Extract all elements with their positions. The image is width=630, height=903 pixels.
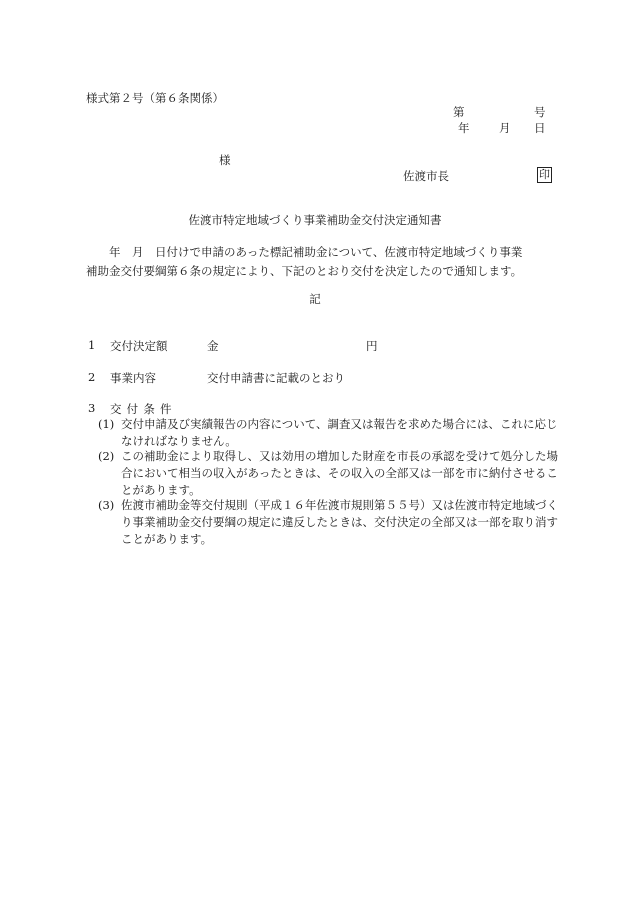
- condition-2: [98, 448, 558, 499]
- intro-line-2: 補助金交付要綱第６条の規定により、下記のとおり交付を決定したので通知します。: [86, 264, 523, 278]
- item-2-label: 事業内容: [110, 371, 156, 385]
- condition-1-number: (1): [98, 417, 115, 431]
- item-3-number: 3: [88, 401, 96, 415]
- condition-3-number: (3): [98, 498, 115, 512]
- intro-line-1: 年 月 日付けで申請のあった標記補助金について、佐渡市特定地域づくり事業: [86, 245, 523, 259]
- document-number-suffix: 号: [534, 105, 546, 119]
- form-label: 様式第２号（第６条関係）: [86, 91, 224, 105]
- condition-1-text: 交付申請及び実績報告の内容について、調査又は報告を求めた場合には、これに応じなければなりません。: [121, 417, 558, 448]
- date-day: 日: [534, 121, 546, 135]
- item-1-label: 交付決定額: [110, 339, 168, 353]
- seal-stamp: [537, 167, 552, 183]
- addressee-honorific: 様: [219, 153, 231, 167]
- document-number-prefix: 第: [453, 105, 465, 119]
- document-title: 佐渡市特定地域づくり事業補助金交付決定通知書: [188, 213, 442, 227]
- condition-3-text: 佐渡市補助金等交付規則（平成１６年佐渡市規則第５５号）又は佐渡市特定地域づくり事業補助金交付要綱の規定に違反したときは、交付決定の全部又は一部を取り消すことがあります。: [121, 498, 558, 546]
- item-2-value: 交付申請書に記載のとおり: [207, 371, 345, 385]
- condition-1: [98, 416, 558, 450]
- item-1-amount-unit: 円: [366, 339, 378, 353]
- condition-3: [98, 497, 558, 548]
- date-year: 年: [458, 121, 470, 135]
- item-1-number: 1: [88, 338, 96, 352]
- item-2-number: 2: [88, 370, 96, 384]
- seal-mark: 印: [539, 168, 550, 181]
- item-3-label: 交付条件: [110, 402, 177, 416]
- ki-heading: 記: [309, 292, 321, 306]
- intro-paragraph: [86, 243, 556, 281]
- condition-2-number: (2): [98, 449, 115, 463]
- item-1-amount-prefix: 金: [207, 339, 219, 353]
- date-month: 月: [499, 121, 511, 135]
- condition-2-text: この補助金により取得し、又は効用の増加した財産を市長の承認を受けて処分した場合において相当の収入があったときは、その収入の全部又は一部を市に納付させることがあります。: [121, 449, 558, 497]
- sender-name: 佐渡市長: [403, 169, 449, 183]
